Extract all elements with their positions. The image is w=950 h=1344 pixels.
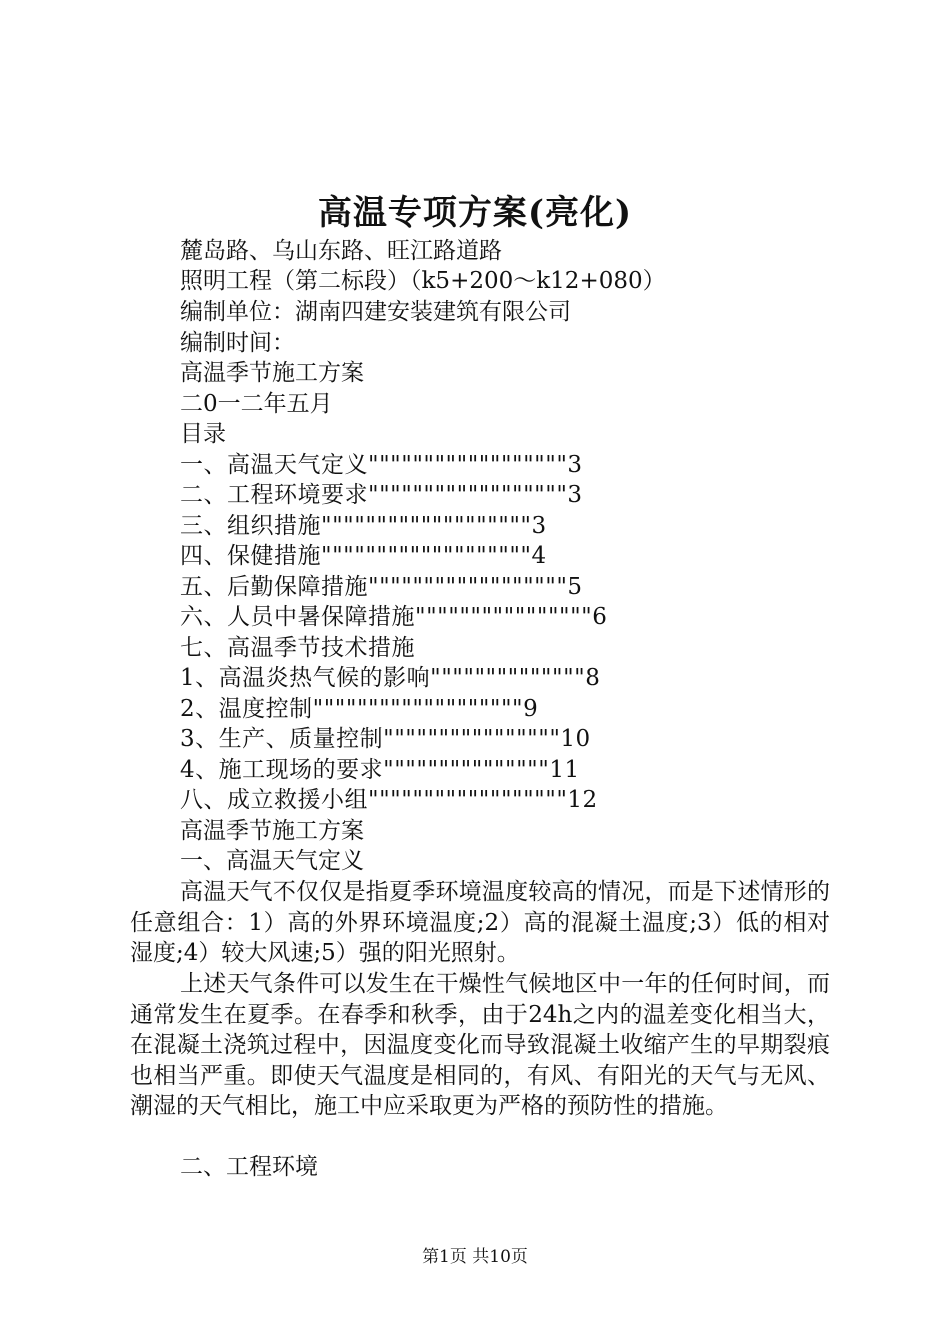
toc-item: 二、工程环境要求""""""""""""""""""3	[180, 482, 583, 508]
toc-item: 4、施工现场的要求"""""""""""""""11	[180, 757, 580, 783]
paragraph: 上述天气条件可以发生在干燥性气候地区中一年的任何时间，而通常发生在夏季。在春季和秋季，由于24h之内的温差变化相当大，在混凝土浇筑过程中，因温度变化而导致混凝土收缩产生的早期裂痕也相当严重。即使天气温度是相同的，有风、有阳光的天气与无风、潮湿的天气相比，施工中应采取更为严格的预防性的措施。	[130, 971, 830, 1119]
toc-heading: 目录	[180, 421, 226, 447]
project-name-line-1: 麓岛路、乌山东路、旺江路道路	[180, 238, 502, 264]
toc-item: 七、高温季节技术措施	[180, 635, 415, 661]
compiling-time: 编制时间：	[180, 330, 295, 356]
section-heading: 一、高温天气定义	[180, 848, 364, 874]
project-name-line-2: 照明工程（第二标段）（k5+200～k12+080）	[180, 268, 666, 294]
toc-item: 五、后勤保障措施""""""""""""""""""5	[180, 574, 583, 600]
toc-item: 2、温度控制"""""""""""""""""""9	[180, 696, 539, 722]
plan-name: 高温季节施工方案	[180, 360, 364, 386]
toc-item: 三、组织措施"""""""""""""""""""3	[180, 513, 547, 539]
section-heading: 二、工程环境	[180, 1154, 318, 1180]
toc-item: 一、高温天气定义""""""""""""""""""3	[180, 452, 583, 478]
toc-item: 六、人员中暑保障措施""""""""""""""""6	[180, 604, 608, 630]
document-title: 高温专项方案(亮化)	[317, 193, 633, 233]
toc-item: 3、生产、质量控制""""""""""""""""10	[180, 726, 591, 752]
toc-item: 四、保健措施"""""""""""""""""""4	[180, 543, 547, 569]
plan-date: 二0一二年五月	[180, 391, 333, 417]
toc-item: 八、成立救援小组""""""""""""""""""12	[180, 787, 598, 813]
toc-item: 1、高温炎热气候的影响""""""""""""""8	[180, 665, 601, 691]
paragraph: 高温天气不仅仅是指夏季环境温度较高的情况，而是下述情形的任意组合：1）高的外界环境温度;2）高的混凝土温度;3）低的相对湿度;4）较大风速;5）强的阳光照射。	[130, 879, 830, 966]
page-footer: 第1页 共10页	[422, 1247, 528, 1267]
body-plan-heading: 高温季节施工方案	[180, 818, 364, 844]
compiling-unit: 编制单位：湖南四建安装建筑有限公司	[180, 299, 571, 325]
